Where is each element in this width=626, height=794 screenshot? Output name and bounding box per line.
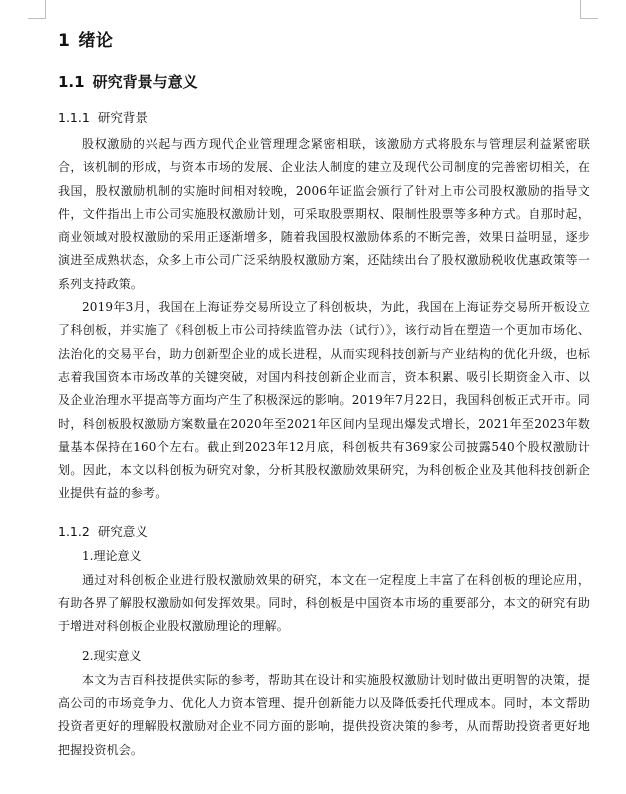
document-page (58, 30, 590, 762)
subsection-title: 研究背景 (97, 110, 148, 125)
paragraph-background-2: 2019年3月，我国在上海证券交易所设立了科创板块，为此，我国在上海证券交易所开板设立了科创板，并实施了《科创板上市公司持续监管办法（试行）》，该行动旨在塑造一个更加市场化、法治化的交易平台，助力创新型企业的成长进程，从而实现科技创新与产业结构的优化升级，也标志着我国资本市场改革的关键突破，对国内科技创新企业而言，资本积累、吸引长期资金入市、以及企业治理水平提高等方面均产生了积极深远的影响。2019年7月22日，我国科创板正式开市。同时，科创板股权激励方案数量在2020年至2021年区间内呈现出爆发式增长，2021年至2023年数量基本保持在160个左右。截止到2023年12月底，科创板共有369家公司披露540个股权激励计划。因此，本文以科创板为研究对象，分析其股权激励效果研究，为科创板企业及其他科技创新企业提供有益的参考。 (58, 300, 590, 501)
subsection-number: 1.1.2 (58, 523, 90, 539)
subsection-title: 研究意义 (97, 523, 148, 539)
chapter-heading (58, 30, 590, 52)
theory-significance-label: 1.理论意义 (82, 548, 142, 563)
margin-corner-mark (580, 0, 581, 18)
paragraph-background-1: 股权激励的兴起与西方现代企业管理理念紧密相联，该激励方式将股东与管理层利益紧密联合，该机制的形成，与资本市场的发展、企业法人制度的建立及现代公司制度的完善密切相关，在我国，股权激励机制的实施时间相对较晚，2006年证监会颁行了针对上市公司股权激励的指导文件，文件指出上市公司实施股权激励计划，可采取股票期权、限制性股票等多种方式。自那时起，商业领域对股权激励的采用正逐渐增多，随着我国股权激励体系的不断完善，效果日益明显，逐步演进至成熟状态，众多上市公司广泛采纳股权激励方案，还陆续出台了股权激励税收优惠政策等一系列支持政策。 (58, 137, 590, 291)
margin-corner-mark (45, 0, 46, 18)
paragraph-theory-significance: 通过对科创板企业进行股权激励效果的研究，本文在一定程度上丰富了在科创板的理论应用，有助各界了解股权激励如何发挥效果。同时，科创板是中国资本市场的重要部分，本文的研究有助于增进对科创板企业股权激励理论的理解。 (58, 572, 590, 634)
margin-corner-mark (580, 18, 598, 19)
subsection-number: 1.1.1 (58, 110, 90, 125)
subsection-heading-background (58, 109, 590, 127)
subsection-heading-significance (58, 523, 590, 541)
margin-corner-mark (28, 18, 46, 19)
section-title: 研究背景与意义 (92, 73, 198, 91)
section-number: 1.1 (58, 73, 85, 91)
section-heading (58, 72, 590, 92)
practical-significance-label: 2.现实意义 (82, 648, 142, 663)
chapter-title: 绪论 (78, 31, 114, 51)
chapter-number: 1 (58, 31, 71, 51)
paragraph-practical-significance: 本文为吉百科技提供实际的参考，帮助其在设计和实施股权激励计划时做出更明智的决策，提高公司的市场竞争力、优化人力资本管理、提升创新能力以及降低委托代理成本。同时，本文帮助投资者更好的理解股权激励对企业不同方面的影响，提供投资决策的参考，从而帮助投资者更好地把握投资机会。 (58, 672, 590, 757)
